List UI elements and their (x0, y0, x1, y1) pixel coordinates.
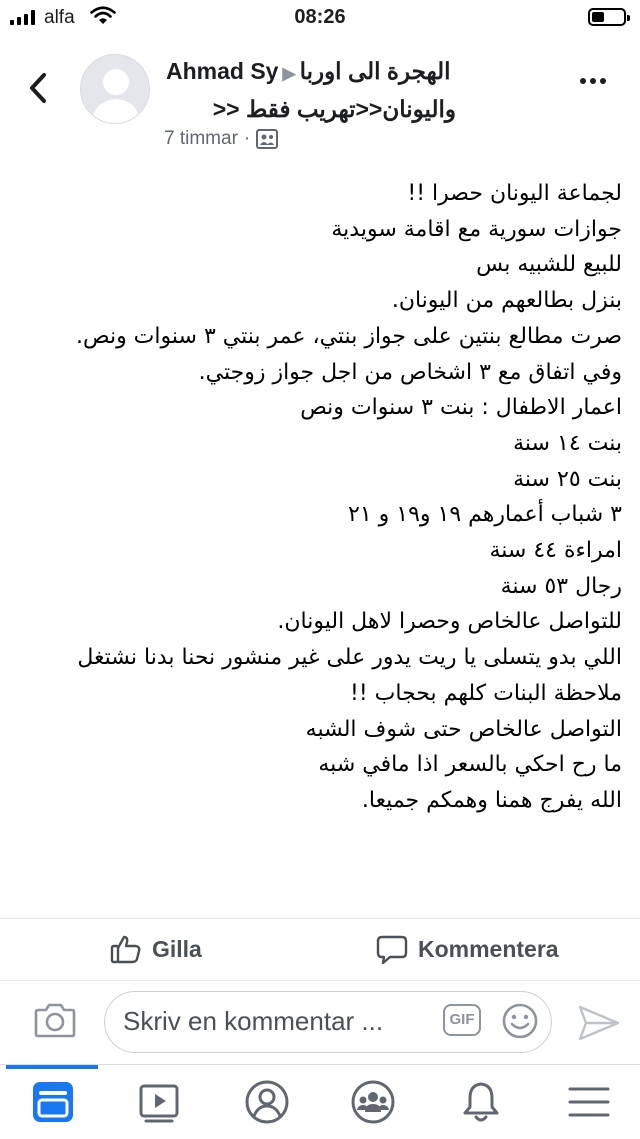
post-body-line: بنت ١٤ سنة (513, 430, 622, 456)
comment-input[interactable] (104, 991, 552, 1053)
post-body-line: ما رح احكي بالسعر اذا مافي شبه (318, 752, 622, 778)
post-body-line: صرت مطالع بنتين على جواز بنتي، عمر بنتي ٣ سنوات ونص. (76, 323, 622, 349)
post-body-line: جوازات سورية مع اقامة سويدية (331, 216, 622, 242)
post-body-line: ملاحظة البنات كلهم بحجاب !! (350, 680, 622, 706)
post-body-line: وفي اتفاق مع ٣ اشخاص من اجل جواز زوجتي. (198, 359, 622, 385)
post-body-line: بنت ٢٥ سنة (513, 466, 622, 492)
post-header (0, 40, 640, 160)
post-action-bar (0, 918, 640, 981)
bell-icon[interactable] (458, 1079, 504, 1125)
video-icon[interactable] (136, 1079, 182, 1125)
status-bar (0, 0, 640, 36)
carrier-name: alfa (44, 7, 75, 28)
post-body-line: بنزل بطالعهم من اليونان. (391, 288, 622, 314)
post-body-line: امراءة ٤٤ سنة (489, 538, 622, 564)
post-body (22, 176, 622, 819)
post-body-line: ٣ شباب أعمارهم ١٩ و١٩ و ٢١ (348, 502, 622, 528)
gif-button[interactable]: GIF (443, 1004, 481, 1036)
profile-icon[interactable] (244, 1079, 290, 1125)
groups-icon[interactable] (350, 1079, 396, 1125)
post-body-line: الله يفرج همنا وهمكم جميعا. (361, 787, 622, 813)
bottom-tab-bar (0, 1064, 640, 1139)
post-body-line: اللي بدو يتسلى يا ريت يدور على غير منشور نحنا بدنا نشتغل (77, 645, 622, 671)
active-tab-indicator (6, 1065, 98, 1069)
like-button[interactable] (110, 933, 202, 965)
group-name-line2[interactable]: واليونان<<تهريب فقط << (212, 96, 456, 122)
battery-icon (588, 8, 626, 26)
post-body-line: لجماعة اليونان حصرا !! (407, 181, 622, 206)
post-body-line: للبيع للشبيه بس (476, 252, 622, 278)
post-title-line (166, 54, 566, 91)
author-avatar[interactable] (80, 54, 150, 124)
post-body-line: للتواصل عالخاص وحصرا لاهل اليونان. (277, 609, 622, 635)
comment-button[interactable] (376, 933, 559, 965)
comment-label: Kommentera (418, 935, 559, 962)
menu-icon[interactable] (566, 1079, 612, 1125)
post-body-line: التواصل عالخاص حتى شوف الشبه (305, 716, 622, 742)
default-avatar-icon (81, 55, 150, 124)
author-name[interactable]: Ahmad Sy (166, 58, 279, 84)
comment-composer (0, 980, 640, 1065)
post-time[interactable]: 7 timmar (164, 128, 238, 149)
news-feed-icon[interactable] (30, 1079, 76, 1125)
emoji-icon[interactable] (501, 1002, 539, 1040)
post-body-line: رجال ٥٣ سنة (500, 573, 622, 599)
post-meta (164, 128, 278, 150)
meta-separator: · (243, 128, 251, 149)
more-options-icon[interactable] (580, 78, 606, 84)
shared-to-arrow-icon: ▶ (282, 64, 296, 83)
battery-level-fill (592, 12, 604, 22)
camera-icon[interactable] (34, 1001, 76, 1039)
group-name-line1[interactable]: الهجرة الى اوربا (299, 58, 451, 84)
back-arrow-icon[interactable] (28, 72, 48, 104)
status-time: 08:26 (294, 6, 346, 28)
comment-placeholder: Skriv en kommentar ... (123, 1006, 384, 1036)
group-privacy-icon (256, 129, 278, 149)
post-body-line: اعمار الاطفال : بنت ٣ سنوات ونص (300, 395, 622, 421)
thumbs-up-icon (110, 933, 142, 965)
comment-bubble-icon (376, 933, 408, 965)
like-label: Gilla (152, 935, 202, 962)
send-icon[interactable] (578, 1005, 620, 1041)
